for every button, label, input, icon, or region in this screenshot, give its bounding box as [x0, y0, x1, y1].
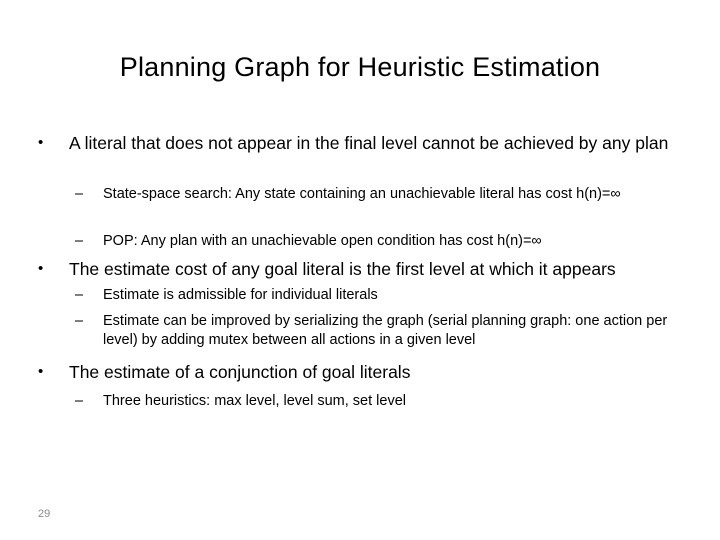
sub-bullet-marker: –	[75, 233, 84, 249]
bullet-text: A literal that does not appear in the final level cannot be achieved by any plan	[69, 133, 669, 153]
sub-bullet-marker: –	[75, 287, 84, 303]
bullet-item	[38, 132, 678, 154]
sub-bullet-text: State-space search: Any state containing an unachievable literal has cost h(n)=∞	[103, 186, 621, 202]
bullet-text: The estimate cost of any goal literal is the first level at which it appears	[69, 259, 616, 279]
sub-bullet-item	[75, 185, 670, 204]
sub-bullet-item	[75, 392, 670, 411]
bullet-marker: •	[38, 363, 44, 380]
sub-bullet-marker: –	[75, 186, 84, 202]
bullet-item	[38, 258, 678, 280]
sub-bullet-text: Estimate can be improved by serializing the graph (serial planning graph: one action per level) by adding mutex between all actions in a given level	[103, 313, 668, 348]
bullet-marker: •	[38, 134, 44, 151]
bullet-marker: •	[38, 260, 44, 277]
sub-bullet-text: Three heuristics: max level, level sum, set level	[103, 393, 406, 409]
sub-bullet-text: POP: Any plan with an unachievable open condition has cost h(n)=∞	[103, 233, 542, 249]
sub-bullet-marker: –	[75, 393, 84, 409]
bullet-text: The estimate of a conjunction of goal literals	[69, 362, 411, 382]
sub-bullet-item	[75, 286, 670, 305]
slide-number: 29	[38, 508, 51, 520]
sub-bullet-marker: –	[75, 313, 84, 329]
slide-title: Planning Graph for Heuristic Estimation	[119, 52, 601, 82]
sub-bullet-item	[75, 232, 670, 251]
sub-bullet-item	[75, 312, 670, 350]
sub-bullet-text: Estimate is admissible for individual literals	[103, 287, 378, 303]
bullet-item	[38, 361, 678, 383]
